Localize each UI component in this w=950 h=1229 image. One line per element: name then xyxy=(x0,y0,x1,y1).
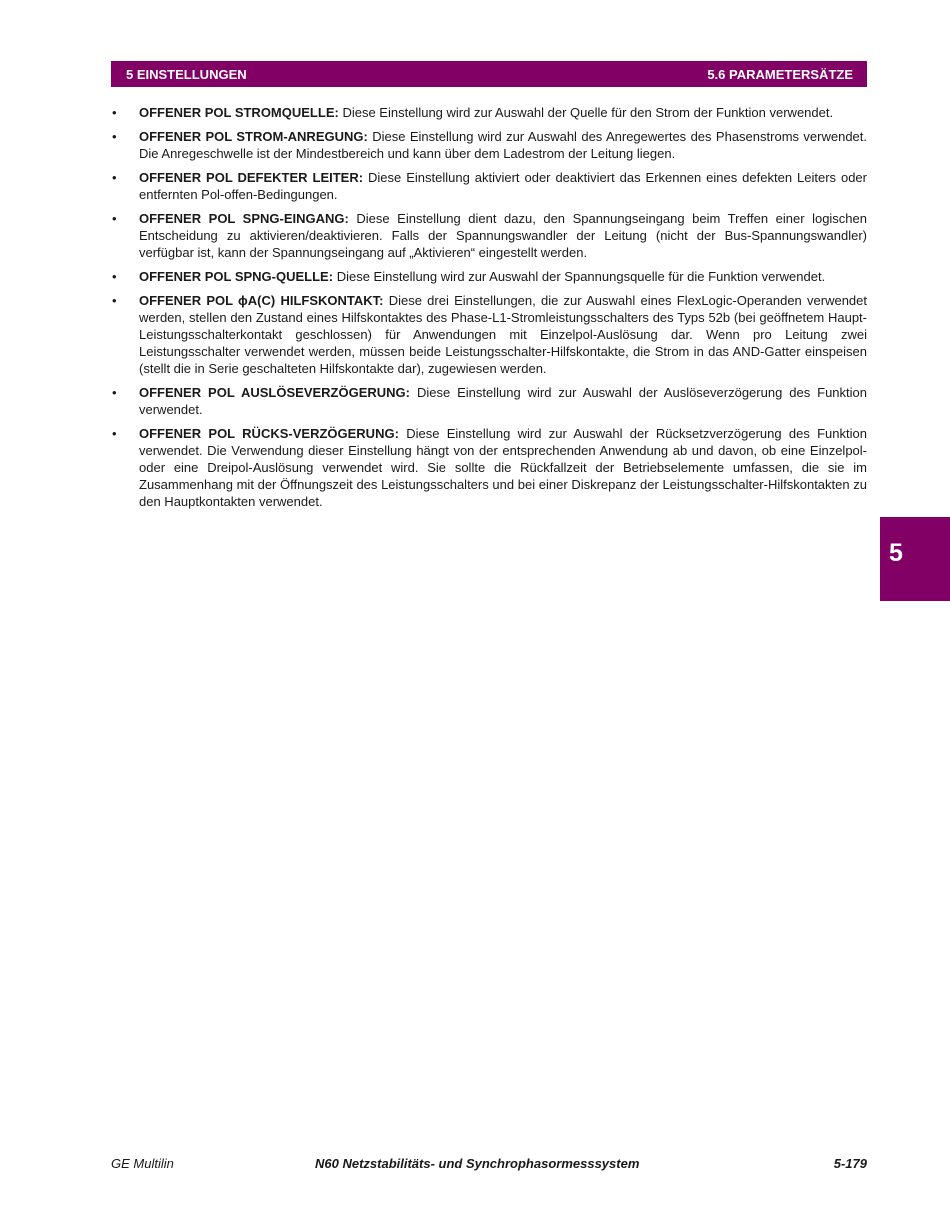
main-content xyxy=(111,104,867,517)
setting-term: OFFENER POL AUSLÖSEVERZÖGERUNG: xyxy=(139,385,411,400)
setting-description: Diese Einstellung wird zur Auswahl der Auslöseverzögerung des Funktion verwendet. xyxy=(139,385,867,417)
setting-term: OFFENER POL ϕA(C) HILFSKONTAKT: xyxy=(139,293,384,308)
list-item xyxy=(111,292,867,377)
footer-company: GE Multilin xyxy=(111,1156,174,1171)
setting-term: OFFENER POL DEFEKTER LEITER: xyxy=(139,170,364,185)
page-footer xyxy=(111,1156,867,1171)
bullet-icon: • xyxy=(112,385,117,400)
settings-list xyxy=(111,104,867,510)
footer-document-title: N60 Netzstabilitäts- und Synchrophasormesssystem xyxy=(315,1156,640,1171)
page-number: 5-179 xyxy=(833,1156,867,1171)
setting-term: OFFENER POL SPNG-EINGANG: xyxy=(139,211,349,226)
list-item xyxy=(111,268,867,285)
section-title: 5.6 PARAMETERSÄTZE xyxy=(707,66,853,82)
bullet-icon: • xyxy=(112,211,117,226)
setting-description: Diese Einstellung wird zur Auswahl der Rücksetzverzögerung des Funktion verwendet. Die Verwendung dieser Einstellung hängt von der entsprechenden Anwendung ab und davon, ob eine Einzelpol- oder eine Dreipol-Auslösung verwendet wird. Sie sollte die Rückfallzeit der Betriebselemente umfassen, die sie im Zusammenhang mit der Öffnungszeit des Leistungsschalters und bei einer Diskrepanz der Leistungsschalter-Hilfskontakten zu den Hauptkontakten verwendet. xyxy=(139,426,867,509)
chapter-tab-label: 5 xyxy=(889,539,903,567)
bullet-icon: • xyxy=(112,129,117,144)
setting-term: OFFENER POL RÜCKS-VERZÖGERUNG: xyxy=(139,426,399,441)
list-item xyxy=(111,425,867,510)
setting-term: OFFENER POL STROMQUELLE: xyxy=(139,105,339,120)
bullet-icon: • xyxy=(112,170,117,185)
list-item xyxy=(111,169,867,203)
bullet-icon: • xyxy=(112,426,117,441)
list-item xyxy=(111,104,867,121)
setting-description: Diese drei Einstellungen, die zur Auswahl eines FlexLogic-Operanden verwendet werden, stellen den Zustand eines Hilfskontaktes des Phase-L1-Stromleistungsschalters des Typs 52b (bei geöffnetem Haupt-Leistungsschalterkontakt geschlossen) für Anwendungen mit Einzelpol-Auslösung dar. Wenn pro Leitung zwei Leistungsschalter verwendet werden, müssen beide Leistungsschalter-Hilfskontakte, die Strom in das AND-Gatter einspeisen (stellt die in Serie geschalteten Hilfskontakte dar), zugewiesen werden. xyxy=(139,293,867,376)
list-item xyxy=(111,210,867,261)
chapter-title: 5 EINSTELLUNGEN xyxy=(126,66,247,82)
bullet-icon: • xyxy=(112,293,117,308)
setting-description: Diese Einstellung wird zur Auswahl des Anregewertes des Phasenstroms verwendet. Die Anregeschwelle ist der Mindestbereich und kann über dem Ladestrom der Leitung liegen. xyxy=(139,129,868,161)
setting-description: Diese Einstellung wird zur Auswahl der Quelle für den Strom der Funktion verwendet. xyxy=(342,105,834,120)
bullet-icon: • xyxy=(112,269,117,284)
setting-description: Diese Einstellung dient dazu, den Spannungseingang beim Treffen einer logischen Entscheidung zu aktivieren/deaktivieren. Falls der Spannungswandler der Leitung (nicht der Bus-Spannungswandler) verfügbar ist, kann der Spannungseingang auf „Aktivieren“ eingestellt werden. xyxy=(139,211,867,260)
setting-term: OFFENER POL SPNG-QUELLE: xyxy=(139,269,334,284)
bullet-icon: • xyxy=(112,105,117,120)
list-item xyxy=(111,128,867,162)
setting-term: OFFENER POL STROM-ANREGUNG: xyxy=(139,129,368,144)
chapter-tab xyxy=(880,517,950,601)
setting-description: Diese Einstellung wird zur Auswahl der Spannungsquelle für die Funktion verwendet. xyxy=(336,269,826,284)
setting-description: Diese Einstellung aktiviert oder deaktiviert das Erkennen eines defekten Leiters oder entfernten Pol-offen-Bedingungen. xyxy=(139,170,867,202)
list-item xyxy=(111,384,867,418)
section-header-bar xyxy=(111,61,867,87)
